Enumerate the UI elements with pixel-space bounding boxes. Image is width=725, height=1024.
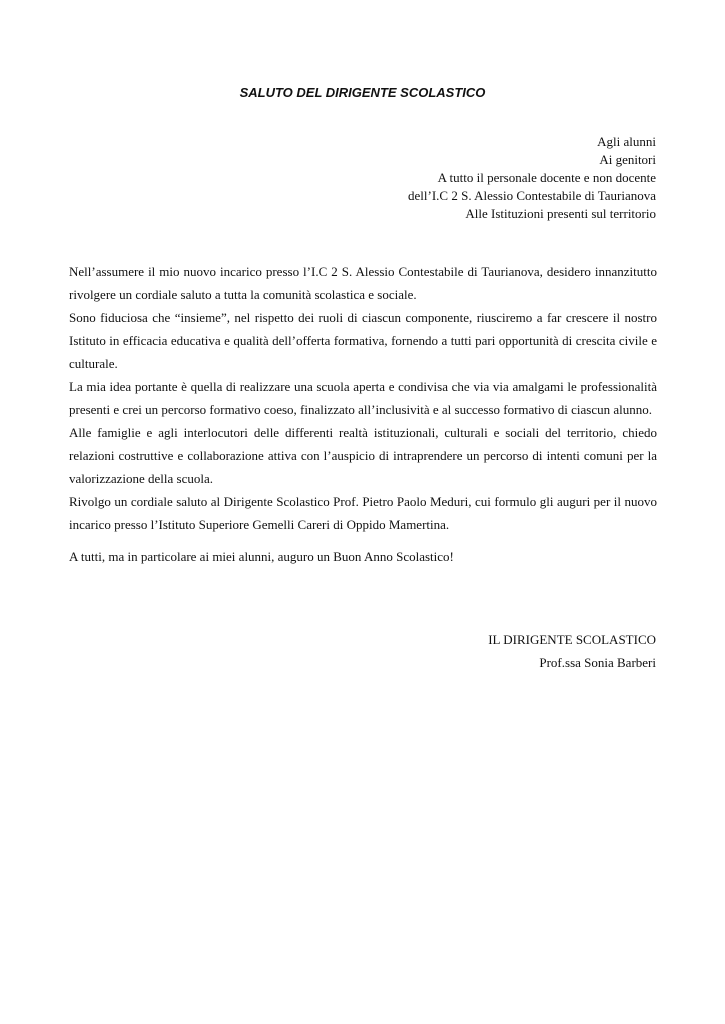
recipient-line: Alle Istituzioni presenti sul territorio xyxy=(465,206,656,221)
body-paragraph: Nell’assumere il mio nuovo incarico presso l’I.C 2 S. Alessio Contestabile di Taurianova, desidero innanzitutto rivolgere un cordiale saluto a tutta la comunità scolastica e sociale. xyxy=(69,264,657,302)
signature-name: Prof.ssa Sonia Barberi xyxy=(539,655,656,670)
body-paragraph: La mia idea portante è quella di realizzare una scuola aperta e condivisa che via via amalgami le professionalità presenti e crei un percorso formativo coeso, finalizzato all’inclusività e al successo formativo di ciascun alunno. xyxy=(69,379,657,417)
recipient-line: Agli alunni xyxy=(597,134,656,149)
body-paragraph: Sono fiduciosa che “insieme”, nel rispetto dei ruoli di ciascun componente, riusciremo a far crescere il nostro Istituto in efficacia educativa e qualità dell’offerta formativa, fornendo a tutti pari opportunità di crescita civile e culturale. xyxy=(69,310,657,371)
recipients-block xyxy=(256,133,656,223)
recipient-line: Ai genitori xyxy=(599,152,656,167)
signature-role: IL DIRIGENTE SCOLASTICO xyxy=(488,632,656,647)
recipient-line: A tutto il personale docente e non docente xyxy=(437,170,656,185)
letter-body xyxy=(69,260,657,568)
body-paragraph: Alle famiglie e agli interlocutori delle differenti realtà istituzionali, culturali e sociali del territorio, chiedo relazioni costruttive e collaborazione attiva con l’auspicio di intraprendere un percorso di intenti comuni per la valorizzazione della scuola. xyxy=(69,425,657,486)
closing-greeting: A tutti, ma in particolare ai miei alunni, auguro un Buon Anno Scolastico! xyxy=(69,549,454,564)
signature-block xyxy=(356,628,656,674)
recipient-line: dell’I.C 2 S. Alessio Contestabile di Taurianova xyxy=(408,188,656,203)
body-paragraph: Rivolgo un cordiale saluto al Dirigente Scolastico Prof. Pietro Paolo Meduri, cui formulo gli auguri per il nuovo incarico presso l’Istituto Superiore Gemelli Careri di Oppido Mamertina. xyxy=(69,494,657,532)
document-title: SALUTO DEL DIRIGENTE SCOLASTICO xyxy=(239,85,486,100)
